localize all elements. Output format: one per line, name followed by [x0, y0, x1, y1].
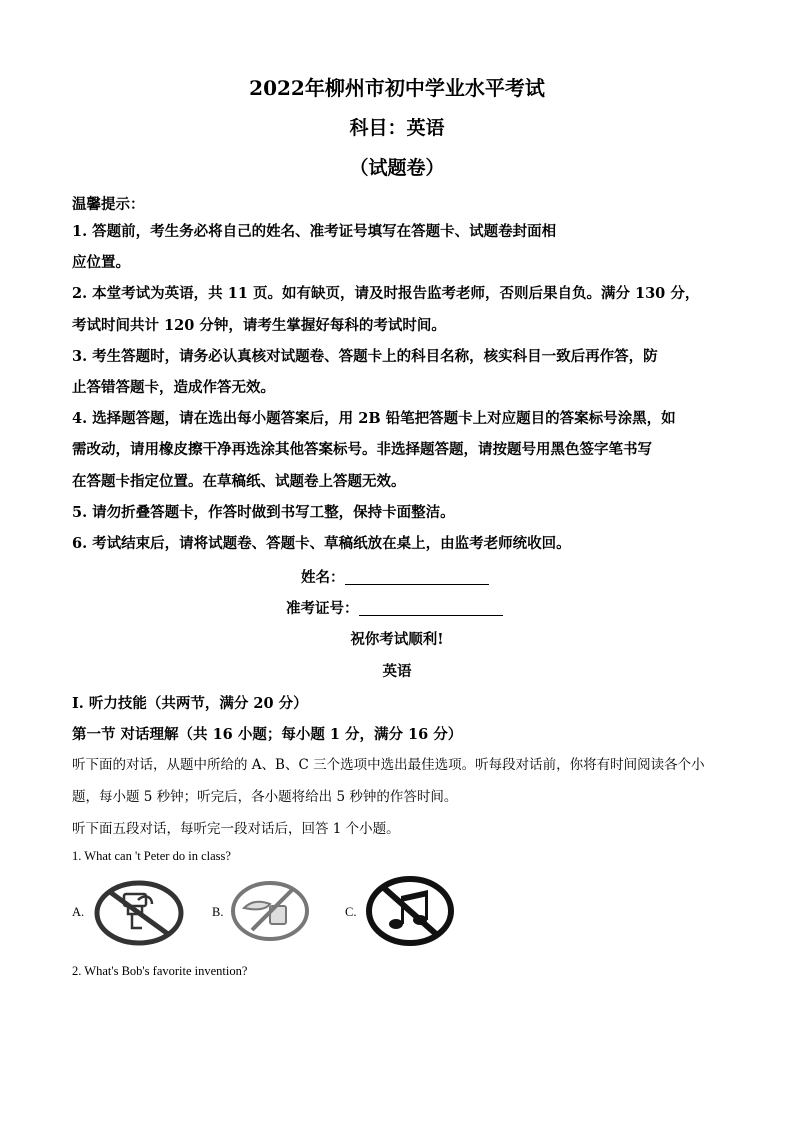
- exam-subject: 科目：英语: [349, 117, 445, 139]
- part-title: I. 听力技能（共两节，满分 20 分）: [72, 695, 308, 712]
- notice-line: 2. 本堂考试为英语，共 11 页。如有缺页，请及时报告监考老师，否则后果自负。满分 130 分，: [72, 285, 700, 303]
- good-luck-text: 祝你考试顺利!: [350, 631, 444, 648]
- exam-title: 2022年柳州市初中学业水平考试: [249, 76, 545, 100]
- exam-id-blank-line[interactable]: [359, 599, 503, 616]
- notice-line: 止答错答题卡，造成作答无效。: [72, 378, 275, 396]
- notice-list: [72, 216, 732, 559]
- option-a-label[interactable]: A.: [72, 905, 85, 919]
- name-label: 姓名：: [301, 569, 345, 586]
- exam-id-field[interactable]: [286, 597, 503, 618]
- notice-line: 需改动，请用橡皮擦干净再选涂其他答案标号。非选择题答题，请按题号用黑色签字笔书写: [72, 441, 652, 459]
- no-music-icon[interactable]: [366, 876, 454, 946]
- notice-line: 1. 答题前，考生务必将自己的姓名、准考证号填写在答题卡、试题卷封面相: [72, 223, 557, 240]
- instruction-line: 听下面五段对话，每听完一段对话后，回答 1 个小题。: [72, 821, 400, 837]
- notice-line: 5. 请勿折叠答题卡，作答时做到书写工整，保持卡面整洁。: [72, 503, 455, 521]
- notice-line: 在答题卡指定位置。在草稿纸、试题卷上答题无效。: [72, 472, 406, 490]
- exam-id-label: 准考证号：: [286, 600, 359, 617]
- no-food-drink-icon[interactable]: [230, 880, 310, 942]
- no-toy-icon[interactable]: [94, 880, 184, 946]
- section-title: 第一节 对话理解（共 16 小题；每小题 1 分，满分 16 分）: [72, 726, 463, 743]
- notice-heading: 温馨提示：: [72, 196, 145, 213]
- subject-heading: 英语: [382, 663, 412, 680]
- option-c-label[interactable]: C.: [345, 905, 357, 919]
- notice-line: 3. 考生答题时，请务必认真核对试题卷、答题卡上的科目名称，核实科目一致后再作答，防: [72, 347, 658, 365]
- name-field[interactable]: [301, 566, 489, 587]
- option-b-label[interactable]: B.: [212, 905, 224, 919]
- notice-line: 4. 选择题答题，请在选出每小题答案后，用 2B 铅笔把答题卡上对应题目的答案标号涂黑，如: [72, 410, 676, 428]
- question-1: 1. What can 't Peter do in class?: [72, 849, 231, 863]
- instruction-line: 听下面的对话，从题中所给的 A、B、C 三个选项中选出最佳选项。听每段对话前，你将有时间阅读各个小: [72, 757, 705, 773]
- instructions: [72, 749, 732, 845]
- name-blank-line[interactable]: [345, 568, 489, 585]
- question-2: 2. What's Bob's favorite invention?: [72, 964, 248, 978]
- notice-line: 应位置。: [72, 254, 130, 272]
- notice-line: 6. 考试结束后，请将试题卷、答题卡、草稿纸放在桌上，由监考老师统收回。: [72, 534, 571, 552]
- paper-type: （试题卷）: [349, 157, 445, 179]
- notice-line: 考试时间共计 120 分钟，请考生掌握好每科的考试时间。: [72, 316, 446, 334]
- instruction-line: 题，每小题 5 秒钟；听完后，各小题将给出 5 秒钟的作答时间。: [72, 789, 458, 805]
